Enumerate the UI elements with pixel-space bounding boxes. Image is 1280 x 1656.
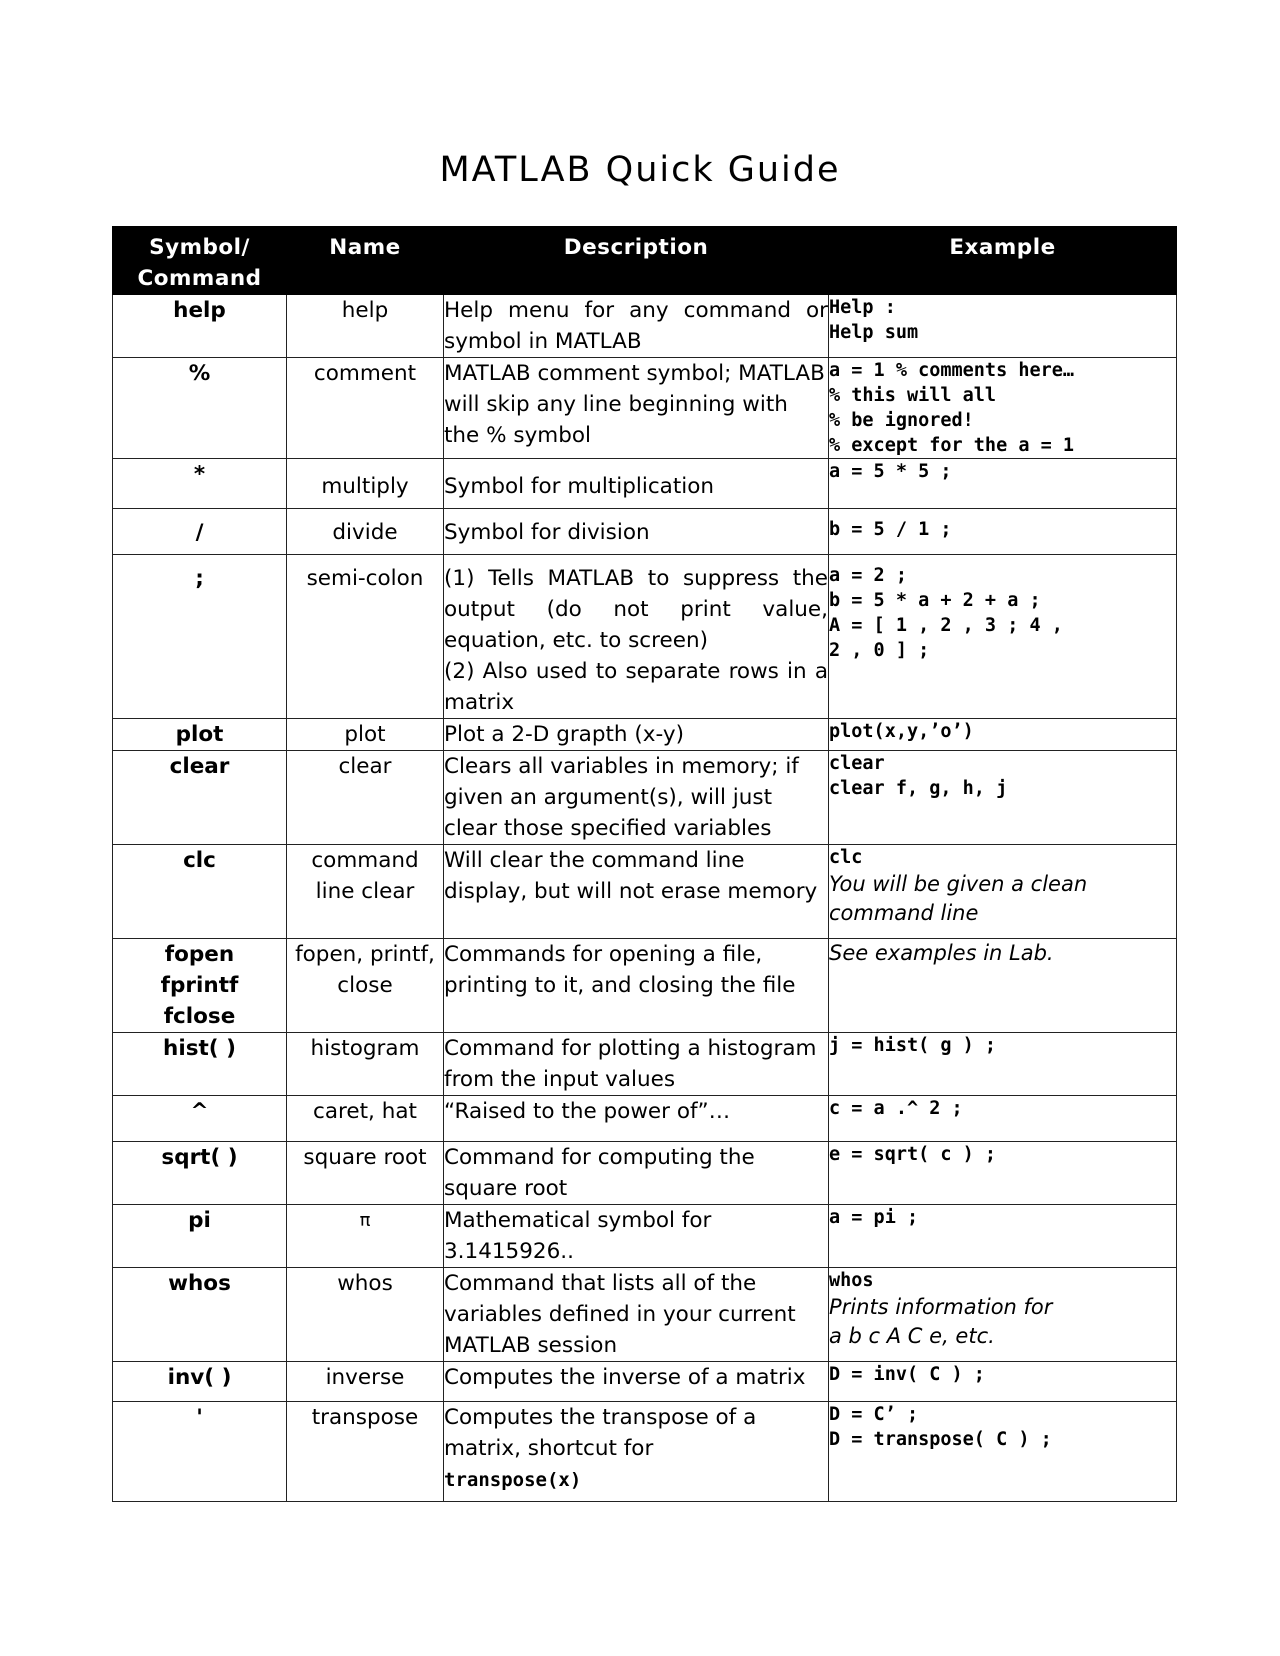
- name-cell: clear: [287, 751, 444, 845]
- example-cell: [829, 555, 1177, 719]
- table-row: [113, 719, 1177, 751]
- table-row: [113, 1268, 1177, 1362]
- table-row: [113, 1096, 1177, 1142]
- example-code-line: 2 , 0 ] ;: [829, 640, 930, 661]
- table-row: [113, 459, 1177, 509]
- description-cell: Command for computing the square root: [444, 1142, 829, 1205]
- description-cell: Command for plotting a histogram from the input values: [444, 1033, 829, 1096]
- symbol-cell: /: [113, 509, 287, 555]
- example-code-line: plot(x,y,’o’): [829, 721, 974, 742]
- description-cell: Help menu for any command or symbol in MATLAB: [444, 295, 829, 358]
- symbol-cell: %: [113, 358, 287, 459]
- example-cell: [829, 751, 1177, 845]
- example-code-line: c = a .^ 2 ;: [829, 1098, 963, 1119]
- example-code-line: a = 2 ;: [829, 565, 907, 586]
- name-cell: whos: [287, 1268, 444, 1362]
- symbol-cell: clear: [113, 751, 287, 845]
- description-text: Computes the transpose of a matrix, shortcut for: [444, 1405, 757, 1461]
- table-row: [113, 295, 1177, 358]
- example-code-line: clc: [829, 847, 863, 868]
- table-row: [113, 555, 1177, 719]
- example-code-line: b = 5 * a + 2 + a ;: [829, 590, 1041, 611]
- symbol-line: fclose: [163, 1004, 236, 1029]
- table-row: [113, 1033, 1177, 1096]
- description-cell: Command that lists all of the variables defined in your current MATLAB session: [444, 1268, 829, 1362]
- example-code-line: D = inv( C ) ;: [829, 1364, 985, 1385]
- header-example: Example: [829, 227, 1177, 295]
- description-cell: Symbol for division: [444, 509, 829, 555]
- example-code-line: D = C’ ;: [829, 1404, 919, 1425]
- page-title: MATLAB Quick Guide: [439, 150, 841, 190]
- name-cell: caret, hat: [287, 1096, 444, 1142]
- example-cell: [829, 1033, 1177, 1096]
- example-note-line: a b c A C e, etc.: [829, 1324, 995, 1348]
- example-cell: [829, 509, 1177, 555]
- table-row: [113, 1142, 1177, 1205]
- example-note-line: Prints information for: [829, 1295, 1053, 1319]
- symbol-cell: clc: [113, 845, 287, 939]
- description-cell: “Raised to the power of”…: [444, 1096, 829, 1142]
- table-row: [113, 1362, 1177, 1402]
- symbol-cell: ': [113, 1402, 287, 1502]
- example-code-line: e = sqrt( c ) ;: [829, 1144, 997, 1165]
- example-code-line: a = 1 % comments here…: [829, 360, 1075, 381]
- example-code-line: Help sum: [829, 322, 919, 343]
- description-line: (2) Also used to separate rows in a matrix: [444, 659, 828, 715]
- example-cell: [829, 1205, 1177, 1268]
- description-line: (1) Tells MATLAB to suppress the output (do not print value, equation, etc. to screen): [444, 566, 828, 653]
- example-cell: [829, 1362, 1177, 1402]
- symbol-cell: inv( ): [113, 1362, 287, 1402]
- example-cell: [829, 459, 1177, 509]
- description-cell: [444, 1402, 829, 1502]
- symbol-cell: sqrt( ): [113, 1142, 287, 1205]
- name-cell: divide: [287, 509, 444, 555]
- symbol-line: fopen: [164, 942, 235, 967]
- table-row: [113, 1402, 1177, 1502]
- example-cell: [829, 845, 1177, 939]
- example-code-line: whos: [829, 1270, 874, 1291]
- example-code-line: b = 5 / 1 ;: [829, 519, 952, 540]
- symbol-line: fprintf: [160, 973, 239, 998]
- symbol-cell: help: [113, 295, 287, 358]
- example-cell: [829, 1402, 1177, 1502]
- example-code-line: Help :: [829, 297, 896, 318]
- name-cell: π: [287, 1205, 444, 1268]
- description-cell: Clears all variables in memory; if given an argument(s), will just clear those specified variables: [444, 751, 829, 845]
- table-row: [113, 358, 1177, 459]
- table-row: [113, 751, 1177, 845]
- example-cell: [829, 295, 1177, 358]
- description-cell: Will clear the command line display, but will not erase memory: [444, 845, 829, 939]
- name-cell: fopen, printf, close: [287, 939, 444, 1033]
- header-symbol: Symbol/ Command: [113, 227, 287, 295]
- description-cell: Computes the inverse of a matrix: [444, 1362, 829, 1402]
- name-cell: semi-colon: [287, 555, 444, 719]
- example-code-line: % be ignored!: [829, 410, 974, 431]
- symbol-cell: pi: [113, 1205, 287, 1268]
- name-cell: plot: [287, 719, 444, 751]
- description-cell: [444, 555, 829, 719]
- description-cell: Symbol for multiplication: [444, 459, 829, 509]
- header-description: Description: [444, 227, 829, 295]
- description-cell: Plot a 2-D grapth (x-y): [444, 719, 829, 751]
- name-cell: histogram: [287, 1033, 444, 1096]
- example-cell: [829, 1268, 1177, 1362]
- example-cell: [829, 1142, 1177, 1205]
- description-cell: Commands for opening a file, printing to it, and closing the file: [444, 939, 829, 1033]
- name-cell: comment: [287, 358, 444, 459]
- name-cell: help: [287, 295, 444, 358]
- symbol-cell: whos: [113, 1268, 287, 1362]
- example-code-line: D = transpose( C ) ;: [829, 1429, 1052, 1450]
- table-row: [113, 1205, 1177, 1268]
- example-note: See examples in Lab.: [829, 941, 1054, 965]
- name-cell: inverse: [287, 1362, 444, 1402]
- example-cell: [829, 939, 1177, 1033]
- symbol-cell: *: [113, 459, 287, 509]
- example-code-line: clear f, g, h, j: [829, 778, 1008, 799]
- symbol-cell: hist( ): [113, 1033, 287, 1096]
- name-cell: square root: [287, 1142, 444, 1205]
- example-code-line: a = pi ;: [829, 1207, 919, 1228]
- symbol-cell: ^: [113, 1096, 287, 1142]
- quick-guide-table: [112, 226, 1177, 1502]
- symbol-cell: plot: [113, 719, 287, 751]
- header-name: Name: [287, 227, 444, 295]
- table-row: [113, 845, 1177, 939]
- example-note: You will be given a clean command line: [829, 872, 1088, 925]
- symbol-cell: ;: [113, 555, 287, 719]
- example-cell: [829, 719, 1177, 751]
- example-code-line: % this will all: [829, 385, 997, 406]
- table-row: [113, 939, 1177, 1033]
- description-cell: Mathematical symbol for 3.1415926..: [444, 1205, 829, 1268]
- name-cell: command line clear: [287, 845, 444, 939]
- name-cell: transpose: [287, 1402, 444, 1502]
- example-code-line: clear: [829, 753, 885, 774]
- example-cell: [829, 1096, 1177, 1142]
- example-code-line: A = [ 1 , 2 , 3 ; 4 ,: [829, 615, 1063, 636]
- table-row: [113, 509, 1177, 555]
- description-cell: MATLAB comment symbol; MATLAB will skip any line beginning with the % symbol: [444, 358, 829, 459]
- example-code-line: a = 5 * 5 ;: [829, 461, 952, 482]
- example-code-line: j = hist( g ) ;: [829, 1035, 997, 1056]
- table-header-row: [113, 227, 1177, 295]
- example-cell: [829, 358, 1177, 459]
- symbol-cell: [113, 939, 287, 1033]
- example-code-line: % except for the a = 1: [829, 435, 1075, 456]
- description-code: transpose(x): [444, 1469, 582, 1491]
- name-cell: multiply: [287, 459, 444, 509]
